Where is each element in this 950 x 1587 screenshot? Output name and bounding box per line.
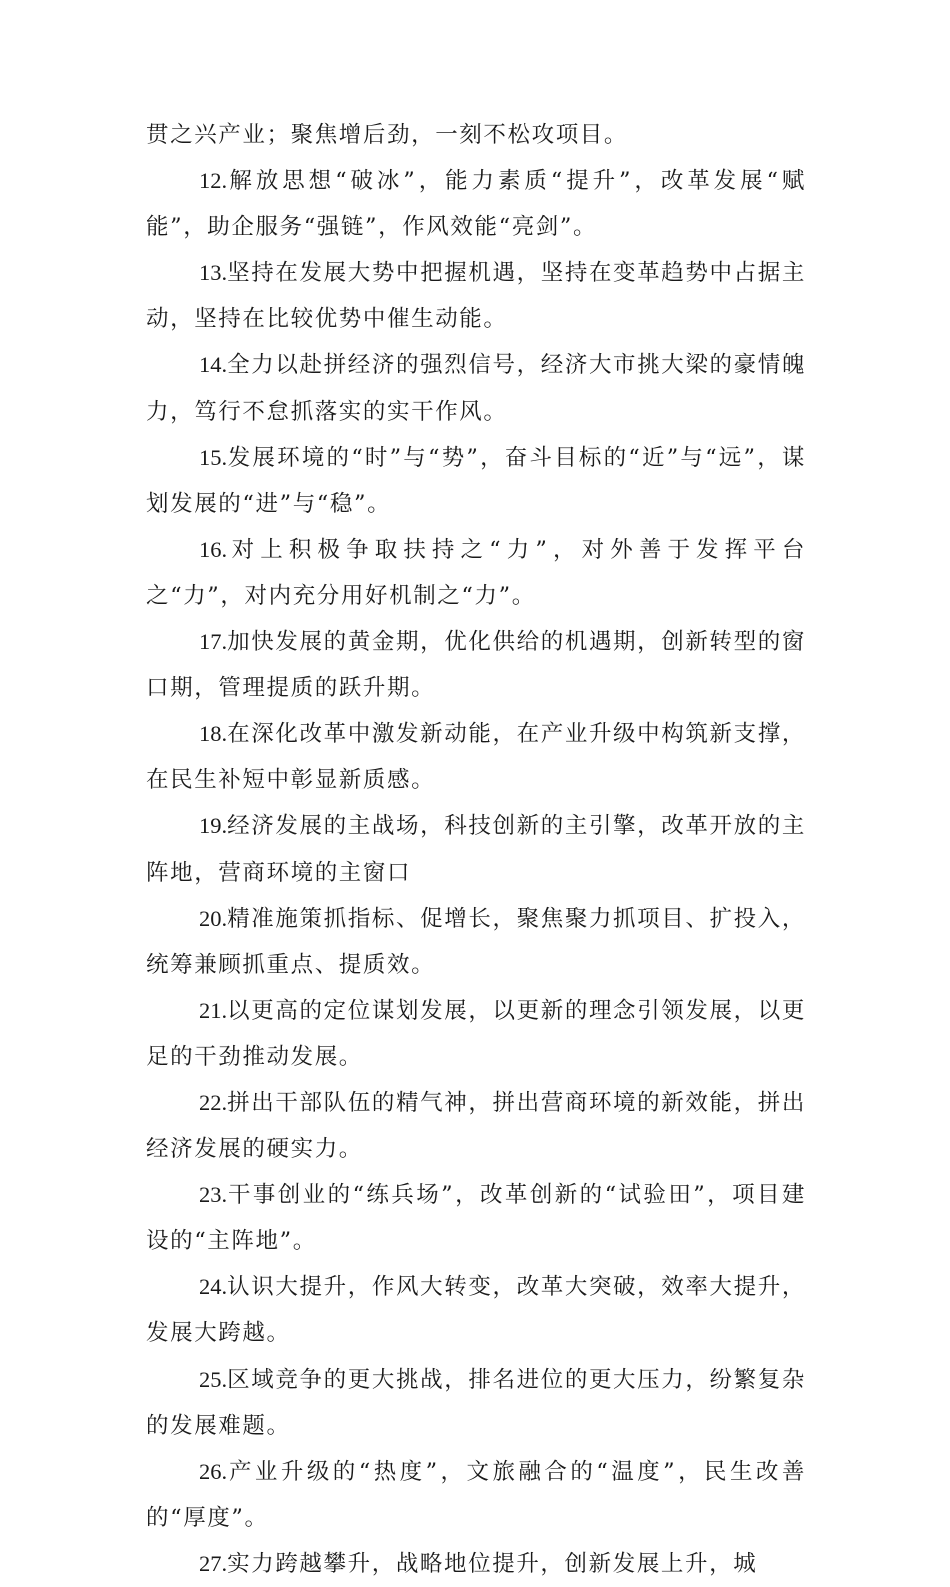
list-item — [146, 435, 806, 527]
list-item — [146, 1264, 806, 1356]
list-item — [146, 619, 806, 711]
item-number: 26. — [199, 1458, 228, 1484]
item-number: 13. — [199, 260, 228, 286]
item-number: 12. — [199, 168, 228, 194]
item-number: 18. — [199, 721, 228, 747]
item-text: 拼出干部队伍的精气神，拼出营商环境的新效能，拼出经济发展的硬实力。 — [146, 1089, 806, 1163]
item-text: 对上积极争取扶持之“力”，对外善于发挥平台之“力”，对内充分用好机制之“力”。 — [146, 536, 806, 609]
list-item — [146, 250, 806, 342]
item-text: 实力跨越攀升，战略地位提升，创新发展上升，城 — [227, 1550, 758, 1577]
item-text: 干事创业的“练兵场”，改革创新的“试验田”，项目建设的“主阵地”。 — [146, 1182, 806, 1255]
item-text: 解放思想“破冰”，能力素质“提升”，改革发展“赋能”，助企服务“强链”，作风效能“亮剑”。 — [146, 168, 806, 241]
item-text: 产业升级的“热度”，文旅融合的“温度”，民生改善的“厚度”。 — [146, 1458, 806, 1531]
item-text: 以更高的定位谋划发展，以更新的理念引领发展，以更足的干劲推动发展。 — [146, 997, 806, 1070]
list-item — [146, 711, 806, 803]
item-number: 19. — [199, 813, 228, 839]
item-number: 27. — [199, 1550, 228, 1576]
list-item — [146, 1541, 806, 1587]
list-item — [146, 803, 806, 895]
list-item — [146, 896, 806, 988]
continuation-paragraph: 贯之兴产业；聚焦增后劲，一刻不松攻项目。 — [146, 122, 629, 148]
item-number: 23. — [199, 1182, 228, 1208]
item-text: 全力以赴拼经济的强烈信号，经济大市挑大梁的豪情魄力，笃行不怠抓落实的实干作风。 — [146, 352, 806, 425]
item-text: 精准施策抓指标、促增长，聚焦聚力抓项目、扩投入，统筹兼顾抓重点、提质效。 — [146, 905, 806, 978]
list-item — [146, 1449, 806, 1541]
item-text: 区域竞争的更大挑战，排名进位的更大压力，纷繁复杂的发展难题。 — [146, 1366, 806, 1439]
item-number: 24. — [199, 1274, 228, 1300]
item-number: 20. — [199, 905, 228, 931]
item-number: 25. — [199, 1366, 228, 1392]
item-text: 发展环境的“时”与“势”，奋斗目标的“近”与“远”，谋划发展的“进”与“稳”。 — [146, 444, 806, 517]
item-number: 22. — [199, 1089, 228, 1115]
document-body — [146, 112, 806, 1587]
item-text: 认识大提升，作风大转变，改革大突破，效率大提升，发展大跨越。 — [146, 1274, 806, 1347]
item-number: 14. — [199, 352, 228, 378]
item-number: 15. — [199, 444, 228, 470]
list-item — [146, 1357, 806, 1449]
list-item — [146, 1172, 806, 1264]
item-number: 17. — [199, 629, 228, 655]
list-item — [146, 342, 806, 434]
list-item — [146, 527, 806, 619]
list-item — [146, 1080, 806, 1172]
item-text: 加快发展的黄金期，优化供给的机遇期，创新转型的窗口期，管理提质的跃升期。 — [146, 629, 806, 702]
item-number: 21. — [199, 997, 228, 1023]
item-text: 在深化改革中激发新动能，在产业升级中构筑新支撑，在民生补短中彰显新质感。 — [146, 721, 806, 794]
list-item — [146, 988, 806, 1080]
item-number: 16. — [199, 536, 228, 562]
item-text: 坚持在发展大势中把握机遇，坚持在变革趋势中占据主动，坚持在比较优势中催生动能。 — [146, 260, 806, 333]
item-text: 经济发展的主战场，科技创新的主引擎，改革开放的主阵地，营商环境的主窗口 — [146, 813, 806, 886]
list-item — [146, 158, 806, 250]
